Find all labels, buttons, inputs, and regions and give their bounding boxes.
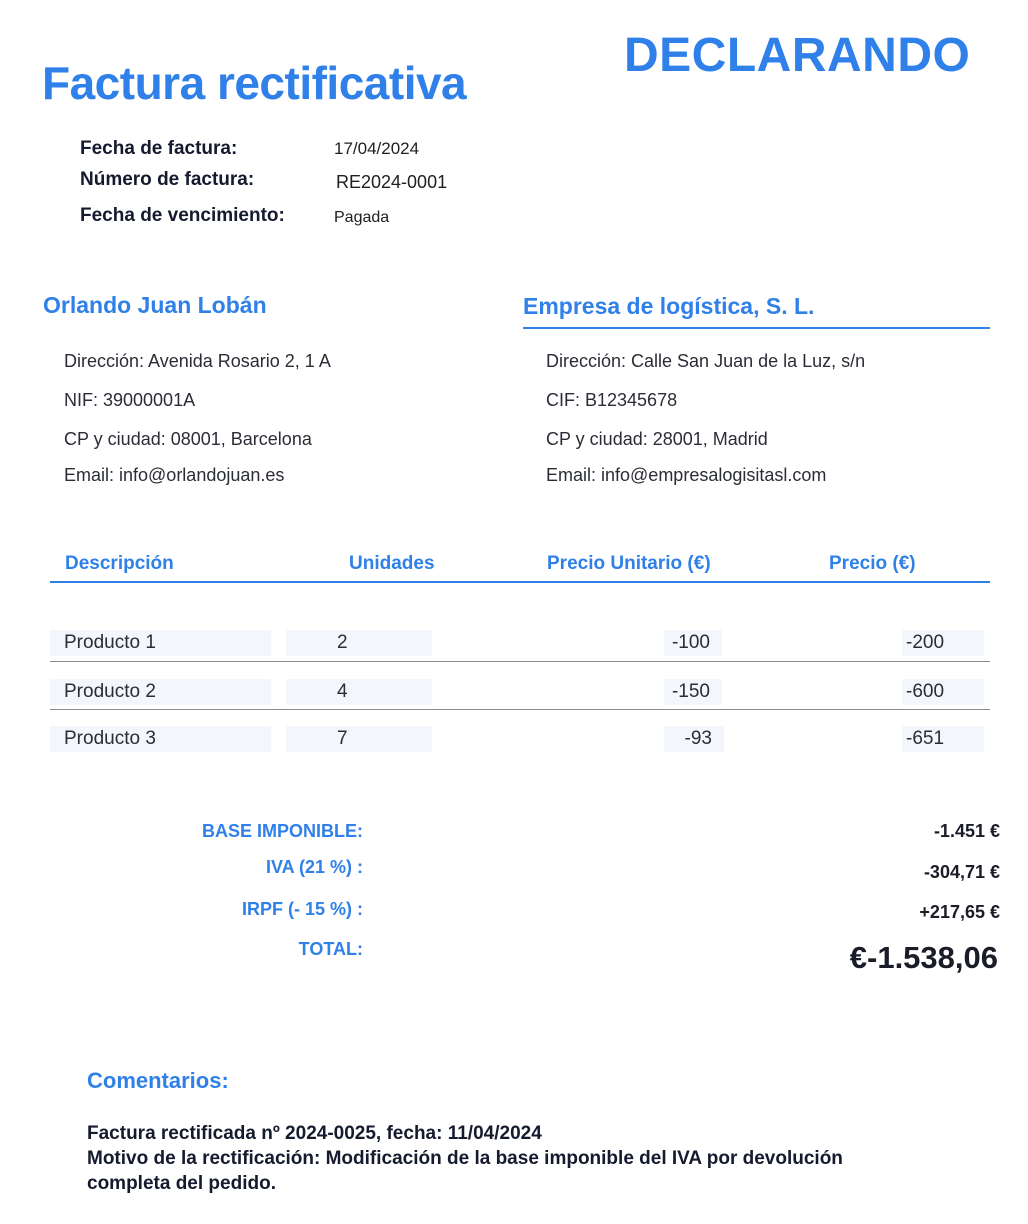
issuer-name: Orlando Juan Lobán	[43, 292, 267, 318]
row-description: Producto 1	[50, 630, 271, 656]
client-name: Empresa de logística, S. L.	[523, 293, 815, 319]
row-units: 4	[286, 679, 432, 705]
total-value: €-1.538,06	[849, 940, 998, 975]
row-unit-price: -100	[664, 630, 722, 656]
due-date-value: Pagada	[334, 209, 390, 226]
issuer-address: Dirección: Avenida Rosario 2, 1 A	[64, 351, 331, 371]
column-header-price: Precio (€)	[829, 553, 916, 574]
row-description: Producto 2	[50, 679, 271, 705]
row-price: -200	[902, 630, 984, 656]
comment-line-2: Motivo de la rectificación: Modificación de la base imponible del IVA por devolución	[87, 1148, 843, 1169]
irpf-label: IRPF (- 15 %) :	[241, 899, 363, 919]
client-tax-id: CIF: B12345678	[546, 390, 678, 410]
issuer-tax-id: NIF: 39000001A	[64, 390, 196, 410]
row-divider	[50, 709, 990, 710]
irpf-value: +217,65 €	[919, 902, 1000, 922]
client-city: CP y ciudad: 28001, Madrid	[546, 429, 768, 449]
invoice-date-value: 17/04/2024	[334, 139, 420, 158]
table-header-divider	[50, 581, 990, 583]
row-unit-price: -93	[664, 726, 724, 752]
row-description: Producto 3	[50, 726, 271, 752]
row-price: -600	[902, 679, 984, 705]
brand-logo: DECLARANDO	[624, 29, 971, 82]
row-unit-price: -150	[664, 679, 722, 705]
client-divider	[523, 327, 990, 329]
invoice-number-value: RE2024-0001	[336, 172, 448, 192]
invoice-number-label: Número de factura:	[80, 169, 255, 190]
client-address: Dirección: Calle San Juan de la Luz, s/n	[546, 351, 866, 371]
issuer-email: Email: info@orlandojuan.es	[64, 465, 285, 485]
row-units: 7	[286, 726, 432, 752]
column-header-description: Descripción	[65, 553, 174, 574]
tax-base-label: BASE IMPONIBLE:	[201, 821, 363, 841]
column-header-unit-price: Precio Unitario (€)	[547, 553, 711, 574]
column-header-units: Unidades	[349, 553, 435, 574]
client-email: Email: info@empresalogisitasl.com	[546, 465, 827, 485]
tax-base-value: -1.451 €	[933, 821, 1000, 841]
row-divider	[50, 661, 990, 662]
vat-label: IVA (21 %) :	[265, 857, 363, 877]
due-date-label: Fecha de vencimiento:	[80, 205, 285, 226]
row-units: 2	[286, 630, 432, 656]
total-label: TOTAL:	[298, 939, 363, 959]
comments-title: Comentarios:	[87, 1068, 229, 1093]
comment-line-1: Factura rectificada nº 2024-0025, fecha: 11/04/2024	[87, 1123, 542, 1144]
invoice-date-label: Fecha de factura:	[80, 138, 238, 159]
invoice-title: Factura rectificativa	[42, 57, 467, 109]
vat-value: -304,71 €	[923, 862, 1000, 882]
comment-line-3: completa del pedido.	[87, 1173, 276, 1194]
issuer-city: CP y ciudad: 08001, Barcelona	[64, 429, 312, 449]
row-price: -651	[902, 726, 984, 752]
